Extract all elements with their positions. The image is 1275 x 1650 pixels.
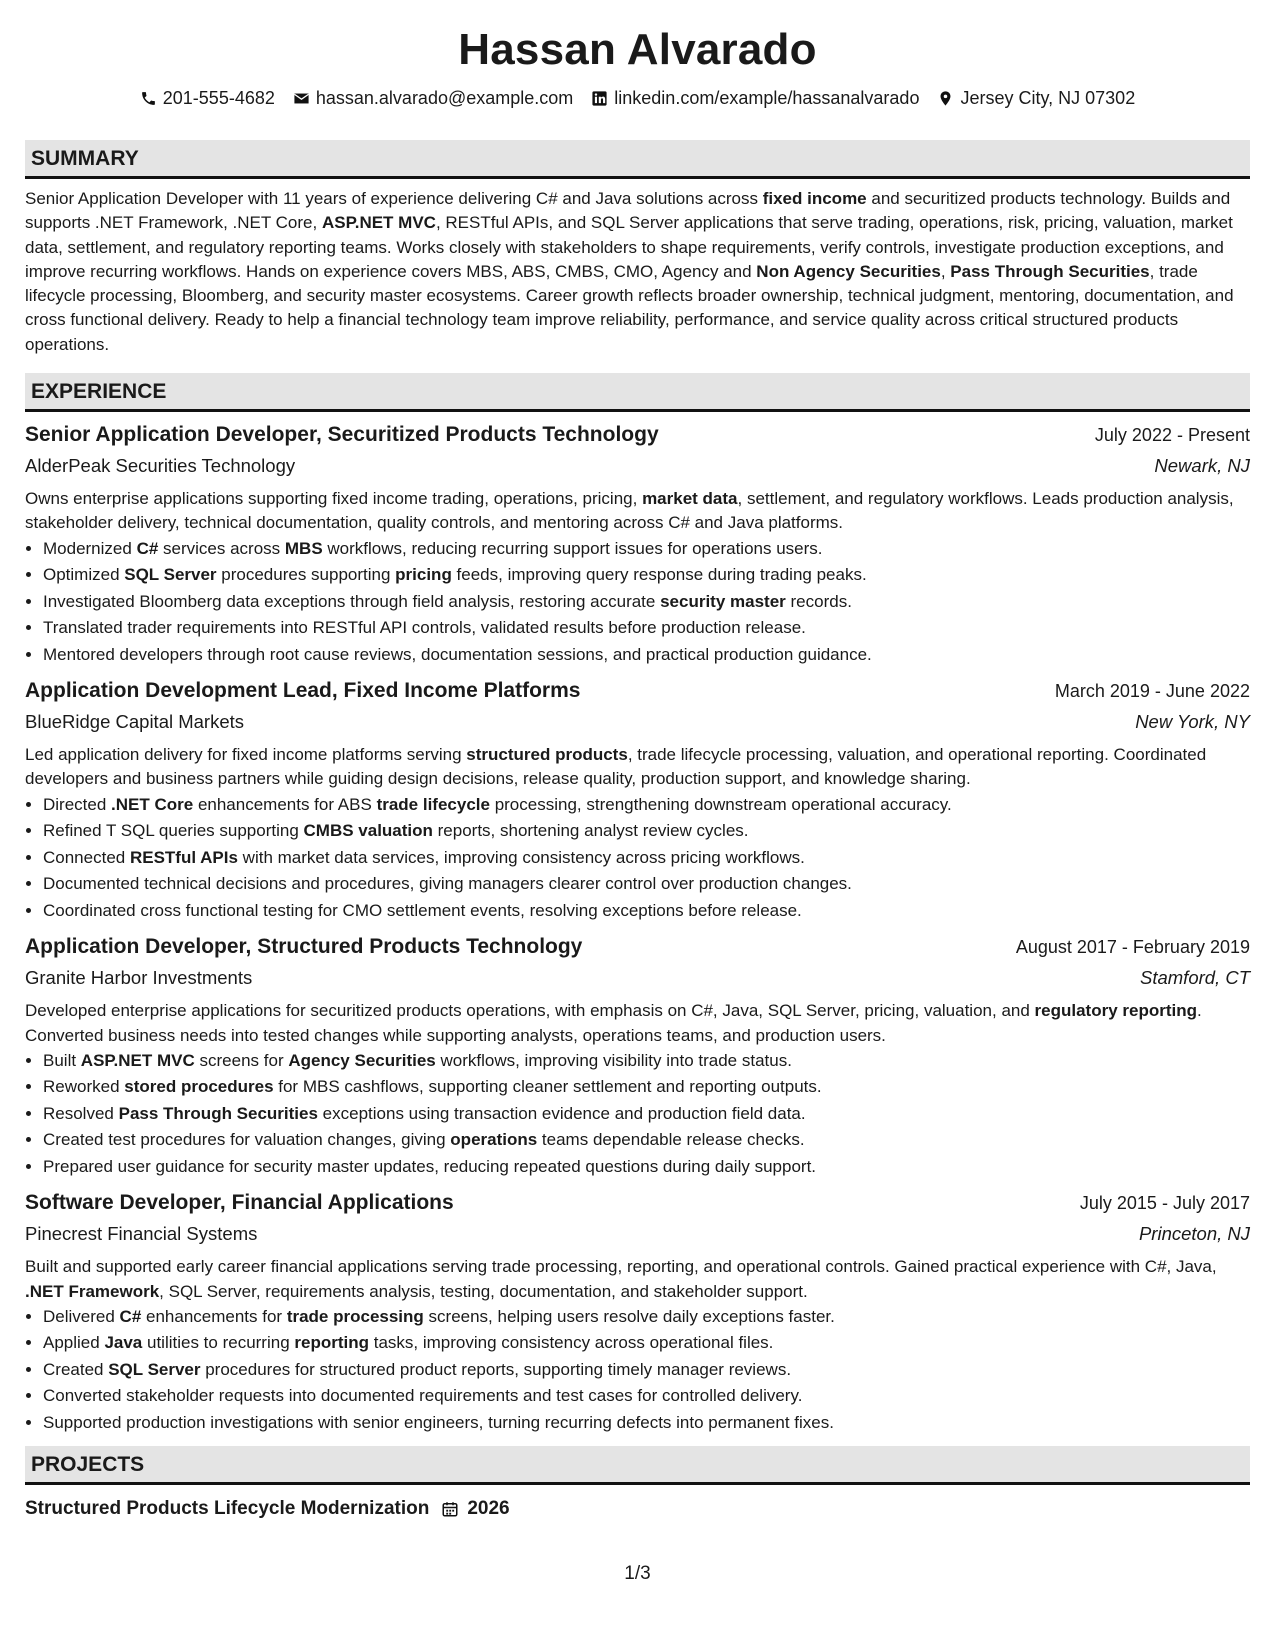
job-dates: July 2015 - July 2017 [1079, 1193, 1250, 1214]
experience-heading: EXPERIENCE [25, 373, 1250, 412]
text-run: workflows, improving visibility into trade status. [435, 1050, 792, 1070]
bullet-item [43, 562, 1250, 589]
job-description [25, 487, 1250, 536]
bold-keyword: Pass Through Securities [118, 1103, 318, 1123]
bold-keyword: ASP.NET MVC [80, 1050, 195, 1070]
text-run: Mentored developers through root cause reviews, documentation sessions, and practical production guidance. [43, 644, 872, 664]
bullet-item [43, 1357, 1250, 1384]
text-run: Created test procedures for valuation changes, giving [43, 1130, 451, 1150]
text-run: and securitized products technology. Builds and supports .NET Framework, .NET Core, [25, 189, 1231, 233]
bullet-item [43, 792, 1250, 819]
project-year: 2026 [467, 1498, 510, 1520]
bold-keyword: structured products [466, 745, 628, 765]
bold-keyword: Agency Securities [288, 1050, 436, 1070]
bold-keyword: reporting [294, 1333, 369, 1353]
text-run: , RESTful APIs, and SQL Server applications that serve trading, operations, risk, pricing, valuation, market data, settlement, and regulatory reporting teams. Works closely with stakeholders to shape requirements, verify controls, investigate production exceptions, and improve recurring workflows. Hands on experience covers MBS, ABS, CMBS, CMO, Agency and [25, 213, 1233, 281]
text-run: Investigated Bloomberg data exceptions through field analysis, restoring accurate [43, 591, 661, 611]
text-run: Reworked [43, 1077, 125, 1097]
text-run: Optimized [43, 565, 125, 585]
bullet-item [43, 1383, 1250, 1410]
bold-keyword: .NET Core [111, 794, 194, 814]
job-entry [25, 676, 1250, 924]
bold-keyword: Java [104, 1333, 143, 1353]
text-run: reports, shortening analyst review cycles. [432, 821, 749, 841]
job-bullets [25, 1048, 1250, 1181]
job-dates: March 2019 - June 2022 [1054, 681, 1250, 702]
text-run: Senior Application Developer with 11 years of experience delivering C# and Java solutions across [25, 189, 763, 208]
bullet-item [43, 845, 1250, 872]
text-run: for MBS cashflows, supporting cleaner settlement and reporting outputs. [273, 1077, 822, 1097]
job-entry [25, 1188, 1250, 1436]
job-description [25, 743, 1250, 792]
text-run: Developed enterprise applications for securitized products operations, with emphasis on C#, Java, SQL Server, pricing, valuation, and [25, 1001, 1035, 1021]
text-run: , [940, 261, 951, 281]
job-bullets [25, 792, 1250, 925]
contact-bar [25, 86, 1250, 110]
linkedin-icon [591, 90, 608, 107]
company-name: Granite Harbor Investments [25, 967, 253, 989]
email-text[interactable]: hassan.alvarado@example.com [315, 88, 574, 108]
job-title: Software Developer, Financial Applications [25, 1191, 454, 1215]
text-run: Translated trader requirements into RESTful API controls, validated results before production release. [43, 618, 806, 638]
text-run: records. [785, 591, 852, 611]
job-title: Application Development Lead, Fixed Income Platforms [25, 679, 581, 703]
job-location: Stamford, CT [1140, 967, 1250, 989]
bold-keyword: MBS [284, 538, 323, 558]
text-run: Documented technical decisions and procedures, giving managers clearer control over production changes. [43, 874, 852, 894]
text-run: Owns enterprise applications supporting fixed income trading, operations, pricing, [25, 489, 643, 509]
text-run: with market data services, improving consistency across pricing workflows. [237, 847, 805, 867]
summary-text [25, 187, 1250, 357]
job-bullets [25, 536, 1250, 669]
bold-keyword: ASP.NET MVC [321, 213, 436, 233]
calendar-icon [441, 1500, 459, 1518]
map-pin-icon [937, 90, 954, 107]
resume-page [25, 0, 1250, 1523]
text-run: . Converted business needs into tested changes while supporting analysts, operations teams, and production users. [25, 1001, 1202, 1045]
bold-keyword: Non Agency Securities [756, 261, 941, 281]
bold-keyword: C# [119, 1306, 142, 1326]
bold-keyword: regulatory reporting [1034, 1001, 1197, 1021]
text-run: Coordinated cross functional testing for CMO settlement events, resolving exceptions before release. [43, 900, 802, 920]
bold-keyword: SQL Server [108, 1359, 201, 1379]
text-run: Modernized [43, 538, 137, 558]
linkedin-text[interactable]: linkedin.com/example/hassanalvarado [614, 88, 920, 108]
job-title: Senior Application Developer, Securitized Products Technology [25, 423, 659, 447]
company-name: Pinecrest Financial Systems [25, 1223, 258, 1245]
text-run: feeds, improving query response during trading peaks. [451, 565, 867, 585]
job-dates: August 2017 - February 2019 [1015, 937, 1250, 958]
job-entry [25, 420, 1250, 668]
job-description [25, 999, 1250, 1048]
job-dates: July 2022 - Present [1094, 425, 1250, 446]
bullet-item [43, 1074, 1250, 1101]
text-run: Prepared user guidance for security master updates, reducing repeated questions during daily support. [43, 1156, 817, 1176]
bold-keyword: SQL Server [124, 565, 217, 585]
text-run: tasks, improving consistency across operational files. [369, 1333, 774, 1353]
bold-keyword: pricing [395, 565, 452, 585]
text-run: workflows, reducing recurring support issues for operations users. [322, 538, 823, 558]
location-text: Jersey City, NJ 07302 [960, 88, 1136, 108]
project-date [441, 1495, 509, 1523]
bold-keyword: security master [660, 591, 786, 611]
bullet-item [43, 1101, 1250, 1128]
text-run: Connected [43, 847, 130, 867]
text-run: , trade lifecycle processing, Bloomberg, and security master ecosystems. Career growth reflects broader ownership, technical judgment, mentoring, documentation, and cross functional delivery. Ready to help a financial technology team improve reliability, performance, and service quality across critical structured products operations. [25, 261, 1234, 354]
bullet-item [43, 1127, 1250, 1154]
bold-keyword: trade lifecycle [376, 794, 490, 814]
text-run: enhancements for ABS [193, 794, 377, 814]
bold-keyword: C# [136, 538, 159, 558]
bold-keyword: Pass Through Securities [950, 261, 1150, 281]
bullet-item [43, 898, 1250, 925]
text-run: processing, strengthening downstream operational accuracy. [489, 794, 952, 814]
project-entry [25, 1495, 1250, 1523]
contact-linkedin[interactable] [591, 86, 919, 110]
text-run: Led application delivery for fixed income platforms serving [25, 745, 467, 765]
bullet-item [43, 1154, 1250, 1181]
bold-keyword: .NET Framework [25, 1281, 160, 1301]
phone-text: 201-555-4682 [162, 88, 275, 108]
phone-icon [140, 90, 157, 107]
text-run: enhancements for [141, 1306, 287, 1326]
contact-email[interactable] [293, 86, 573, 110]
text-run: utilities to recurring [142, 1333, 295, 1353]
text-run: Refined T SQL queries supporting [43, 821, 304, 841]
bullet-item [43, 536, 1250, 563]
projects-heading: PROJECTS [25, 1446, 1250, 1485]
bullet-item [43, 1048, 1250, 1075]
text-run: Converted stakeholder requests into documented requirements and test cases for controlled delivery. [43, 1386, 803, 1406]
bullet-item [43, 1304, 1250, 1331]
text-run: , settlement, and regulatory workflows. Leads production analysis, stakeholder delivery, technical documentation, quality controls, and mentoring across C# and Java platforms. [25, 489, 1234, 533]
bold-keyword: RESTful APIs [129, 847, 238, 867]
text-run: procedures supporting [216, 565, 396, 585]
bold-keyword: CMBS valuation [303, 821, 433, 841]
job-description [25, 1255, 1250, 1304]
job-bullets [25, 1304, 1250, 1437]
text-run: Delivered [43, 1306, 120, 1326]
bullet-item [43, 1410, 1250, 1437]
bullet-item [43, 818, 1250, 845]
bullet-item [43, 1330, 1250, 1357]
text-run: Resolved [43, 1103, 119, 1123]
envelope-icon [293, 90, 310, 107]
bold-keyword: fixed income [762, 189, 867, 208]
job-location: Newark, NJ [1154, 455, 1250, 477]
bullet-item [43, 615, 1250, 642]
page-number: 1/3 [624, 1563, 651, 1584]
summary-heading: SUMMARY [25, 140, 1250, 179]
job-entry [25, 932, 1250, 1180]
bullet-item [43, 642, 1250, 669]
bold-keyword: operations [450, 1130, 538, 1150]
bullet-item [43, 589, 1250, 616]
text-run: services across [158, 538, 285, 558]
text-run: , SQL Server, requirements analysis, testing, documentation, and stakeholder support. [159, 1281, 808, 1301]
text-run: teams dependable release checks. [537, 1130, 805, 1150]
text-run: Created [43, 1359, 109, 1379]
company-name: BlueRidge Capital Markets [25, 711, 245, 733]
text-run: Applied [43, 1333, 105, 1353]
job-location: New York, NY [1135, 711, 1250, 733]
bullet-item [43, 871, 1250, 898]
text-run: screens for [194, 1050, 289, 1070]
project-title: Structured Products Lifecycle Modernization [25, 1498, 430, 1520]
candidate-name: Hassan Alvarado [458, 25, 817, 74]
contact-phone [140, 86, 275, 110]
text-run: exceptions using transaction evidence and production field data. [317, 1103, 806, 1123]
text-run: Built [43, 1050, 81, 1070]
text-run: procedures for structured product reports, supporting timely manager reviews. [200, 1359, 792, 1379]
text-run: Directed [43, 794, 112, 814]
job-title: Application Developer, Structured Products Technology [25, 935, 583, 959]
text-run: , trade lifecycle processing, valuation, and operational reporting. Coordinated developers and business partners while guiding design decisions, release quality, production support, and knowledge sharing. [25, 745, 1207, 789]
text-run: Supported production investigations with senior engineers, turning recurring defects into permanent fixes. [43, 1412, 834, 1432]
text-run: screens, helping users resolve daily exceptions faster. [423, 1306, 835, 1326]
company-name: AlderPeak Securities Technology [25, 455, 296, 477]
text-run: Built and supported early career financial applications serving trade processing, reporting, and operational controls. Gained practical experience with C#, Java, [25, 1257, 1217, 1277]
bold-keyword: market data [642, 489, 738, 509]
contact-location [937, 86, 1135, 110]
bold-keyword: stored procedures [124, 1077, 274, 1097]
job-location: Princeton, NJ [1138, 1223, 1250, 1245]
bold-keyword: trade processing [286, 1306, 424, 1326]
